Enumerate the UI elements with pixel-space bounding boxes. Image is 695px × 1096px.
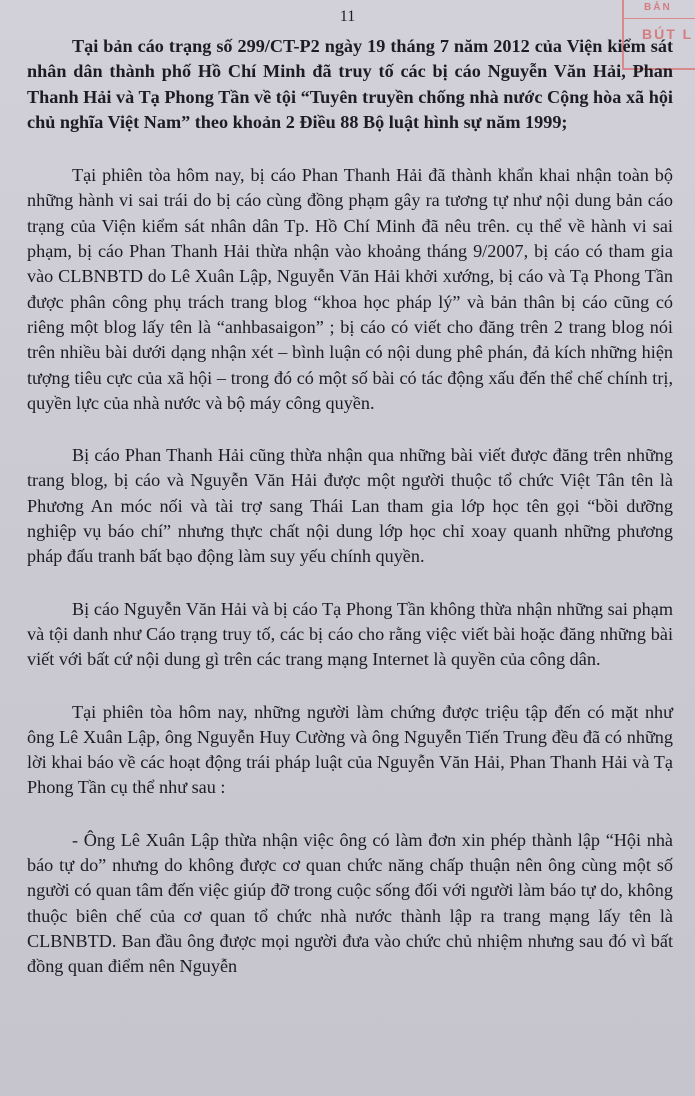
stamp-top-text: BẢN — [644, 2, 672, 13]
paragraph-witnesses: Tại phiên tòa hôm nay, những người làm chứng được triệu tập đến có mặt như ông Lê Xuân Lập, ông Nguyễn Huy Cường và ông Nguyễn Tiến Trung đều đã có những lời khai báo về các hoạt động trái pháp luật của Nguyễn Văn Hải, Phan Thanh Hải và Tạ Phong Tần cụ thể như sau : — [27, 701, 673, 798]
paragraph-thailand-training: Bị cáo Phan Thanh Hải cũng thừa nhận qua những bài viết được đăng trên những trang blog, bị cáo và Nguyễn Văn Hải được một người thuộc tổ chức Việt Tân tên là Phương An móc nối và tài trợ sang Thái Lan tham gia lớp học tên gọi “bồi dưỡng nghiệp vụ báo chí” nhưng thực chất nội dung lớp học chỉ xoay quanh những phương pháp đấu tranh bất bạo động làm suy yếu chính quyền. — [27, 445, 673, 567]
paragraph-le-xuan-lap-testimony: - Ông Lê Xuân Lập thừa nhận việc ông có làm đơn xin phép thành lập “Hội nhà báo tự do” nhưng do không được cơ quan chức năng chấp thuận nên ông cùng một số người có quan tâm đến việc giúp đỡ trong cuộc sống đối với người làm báo tự do, không thuộc biên chế của cơ quan tổ chức nhà nước thành lập ra trang mạng lấy tên là CLBNBTD. Ban đầu ông được mọi người đưa vào chức chủ nhiệm nhưng sau đó vì bất đồng quan điểm nên Nguyễn — [27, 829, 673, 977]
paragraph-indictment: Tại bản cáo trạng số 299/CT-P2 ngày 19 tháng 7 năm 2012 của Viện kiểm sát nhân dân thành phố Hồ Chí Minh đã truy tố các bị cáo Nguyễn Văn Hải, Phan Thanh Hải và Tạ Phong Tần về tội “Tuyên truyền chống nhà nước Cộng hòa xã hội chủ nghĩa Việt Nam” theo khoản 2 Điều 88 Bộ luật hình sự năm 1999; — [27, 36, 673, 132]
document-body — [27, 34, 673, 980]
paragraph-phan-thanh-hai-confession: Tại phiên tòa hôm nay, bị cáo Phan Thanh Hải đã thành khẩn khai nhận toàn bộ những hành vi sai trái do bị cáo cùng đồng phạm gây ra tương tự như nội dung bản cáo trạng của Viện kiểm sát nhân dân Tp. Hồ Chí Minh đã nêu trên. cụ thể về hành vi sai phạm, bị cáo Phan Thanh Hải thừa nhận vào khoảng tháng 9/2007, bị cáo có tham gia vào CLBNBTD do Lê Xuân Lập, Nguyễn Văn Hải khởi xướng, bị cáo và Tạ Phong Tần được phân công phụ trách trang blog “khoa học pháp lý” và bản thân bị cáo cũng có riêng một blog lấy tên là “anhbasaigon” ; bị cáo có viết cho đăng trên 2 trang blog nói trên nhiều bài dưới dạng nhận xét – bình luận có nội dung phê phán, đả kích những hiện tượng tiêu cực của xã hội – trong đó có một số bài có tác động xấu đến thể chế chính trị, quyền lực của nhà nước và bộ máy công quyền. — [27, 165, 673, 413]
page-number: 11 — [339, 8, 356, 25]
stamp-main-text: BÚT L — [642, 26, 694, 42]
stamp-divider — [624, 18, 695, 19]
paragraph-defendants-deny: Bị cáo Nguyễn Văn Hải và bị cáo Tạ Phong Tần không thừa nhận những sai phạm và tội danh như Cáo trạng truy tố, các bị cáo cho rằng việc viết bài hoặc đăng những bài viết với bất cứ nội dung gì trên các trang mạng Internet là quyền của công dân. — [27, 598, 673, 670]
